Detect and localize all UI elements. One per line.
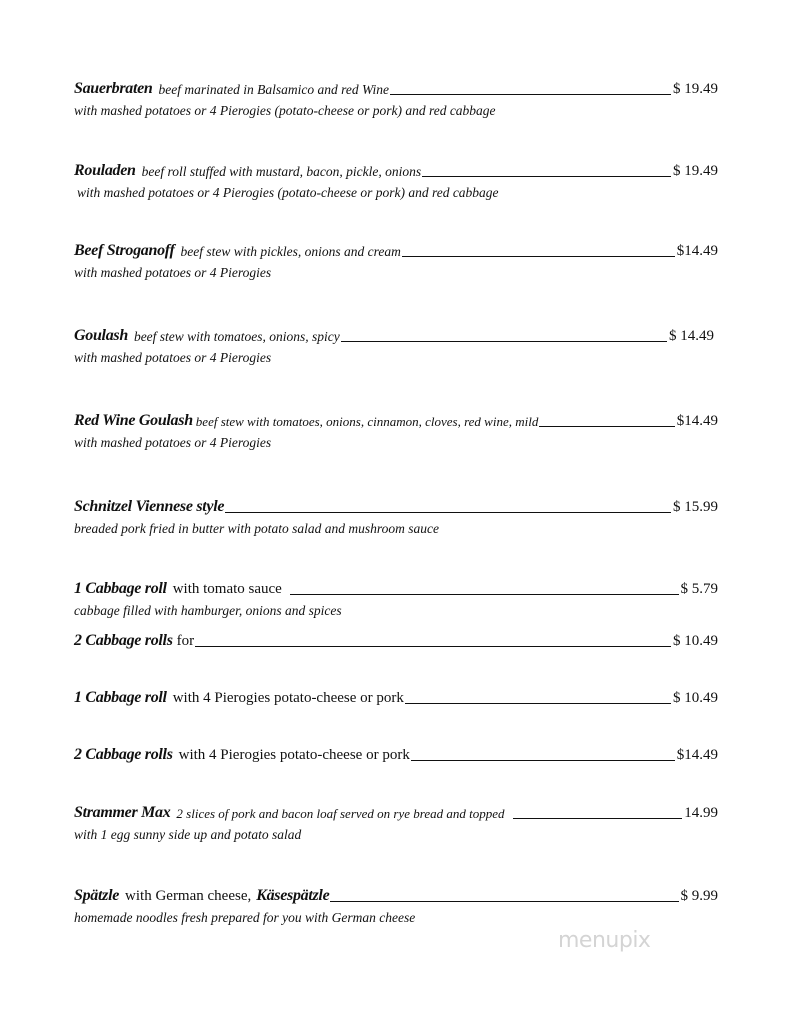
menu-item-2-cabbage-rolls-pierogies xyxy=(74,742,718,764)
item-sides: with mashed potatoes or 4 Pierogies xyxy=(74,350,272,365)
item-title: Beef Stroganoff xyxy=(74,242,175,259)
item-price: $14.49 xyxy=(676,243,718,259)
item-desc: for xyxy=(176,633,195,649)
menu-item-beef-stroganoff xyxy=(74,238,718,281)
item-price: $ 9.99 xyxy=(680,888,718,904)
item-price: $ 10.49 xyxy=(673,690,718,706)
item-price: $ 19.49 xyxy=(673,81,718,97)
menu-item-strammer-max xyxy=(74,800,718,843)
leader-line xyxy=(411,759,675,761)
leader-line xyxy=(390,93,671,95)
leader-line xyxy=(195,645,671,647)
item-title: 1 Cabbage roll xyxy=(74,689,167,706)
leader-line xyxy=(225,511,671,513)
item-sides: with 1 egg sunny side up and potato salad xyxy=(74,827,302,842)
item-price: $14.49 xyxy=(676,747,718,763)
item-title: 1 Cabbage roll xyxy=(74,580,167,597)
leader-line xyxy=(422,175,671,177)
item-title-secondary: Käsespätzle xyxy=(256,887,330,904)
item-title: Goulash xyxy=(74,327,128,344)
item-desc: with German cheese, xyxy=(125,888,252,904)
menu-item-2-cabbage-rolls xyxy=(74,628,718,650)
menu-item-sauerbraten xyxy=(74,76,718,119)
leader-line xyxy=(330,900,678,902)
item-title: Spätzle xyxy=(74,887,120,904)
item-desc: beef roll stuffed with mustard, bacon, pickle, onions xyxy=(141,164,422,179)
item-desc: with tomato sauce xyxy=(172,581,282,597)
item-sides: cabbage filled with hamburger, onions and spices xyxy=(74,603,342,618)
item-desc: beef marinated in Balsamico and red Wine xyxy=(158,82,389,97)
item-sides: with mashed potatoes or 4 Pierogies (potato-cheese or pork) and red cabbage xyxy=(77,185,499,200)
menu-item-red-wine-goulash xyxy=(74,408,718,451)
item-title: Red Wine Goulash xyxy=(74,412,193,429)
item-price: $ 19.49 xyxy=(673,163,718,179)
item-sides: with mashed potatoes or 4 Pierogies xyxy=(74,435,272,450)
item-sides: with mashed potatoes or 4 Pierogies (potato-cheese or pork) and red cabbage xyxy=(74,103,496,118)
leader-line xyxy=(405,702,671,704)
menupix-watermark: menupix xyxy=(558,928,651,953)
item-price: $14.49 xyxy=(676,413,718,429)
item-price: 14.99 xyxy=(684,805,718,821)
leader-line xyxy=(513,817,683,819)
item-title: 2 Cabbage rolls xyxy=(74,632,173,649)
item-title: 2 Cabbage rolls xyxy=(74,746,173,763)
item-price: $ 5.79 xyxy=(680,581,718,597)
item-title: Schnitzel Viennese style xyxy=(74,498,225,515)
menu-item-goulash xyxy=(74,323,714,366)
leader-line xyxy=(402,255,675,257)
item-sides: with mashed potatoes or 4 Pierogies xyxy=(74,265,272,280)
leader-line xyxy=(539,425,674,427)
item-desc: beef stew with pickles, onions and cream xyxy=(180,244,401,259)
item-title: Rouladen xyxy=(74,162,136,179)
item-desc: with 4 Pierogies potato-cheese or pork xyxy=(178,747,410,763)
item-desc: 2 slices of pork and bacon loaf served on rye bread and topped xyxy=(176,806,505,821)
item-desc: beef stew with tomatoes, onions, spicy xyxy=(133,329,340,344)
item-price: $ 14.49 xyxy=(669,328,714,344)
item-desc: with 4 Pierogies potato-cheese or pork xyxy=(172,690,404,706)
leader-line xyxy=(290,593,679,595)
item-sides: homemade noodles fresh prepared for you with German cheese xyxy=(74,910,416,925)
leader-line xyxy=(341,340,667,342)
item-price: $ 10.49 xyxy=(673,633,718,649)
menu-item-1-cabbage-roll-pierogies xyxy=(74,685,718,707)
menu-item-1-cabbage-roll xyxy=(74,576,718,619)
item-title: Strammer Max xyxy=(74,804,171,821)
menu-item-rouladen xyxy=(74,158,718,201)
item-price: $ 15.99 xyxy=(673,499,718,515)
menu-item-spaetzle xyxy=(74,883,718,926)
menu-item-schnitzel xyxy=(74,494,718,537)
item-desc: beef stew with tomatoes, onions, cinnamon, cloves, red wine, mild xyxy=(195,414,539,429)
item-title: Sauerbraten xyxy=(74,80,153,97)
item-sides: breaded pork fried in butter with potato salad and mushroom sauce xyxy=(74,521,439,536)
